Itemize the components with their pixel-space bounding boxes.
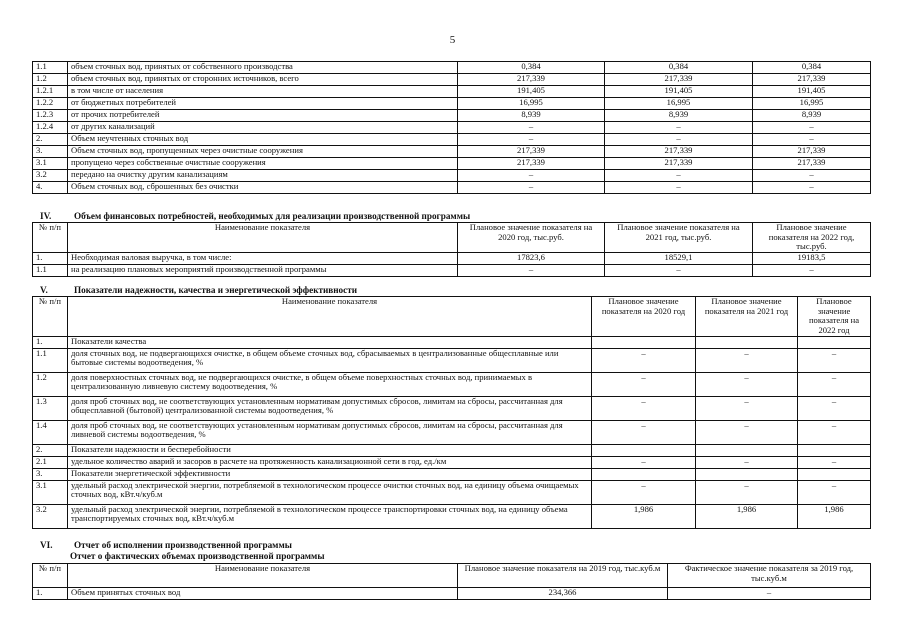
row-value: –	[798, 396, 871, 420]
table-row	[33, 122, 871, 134]
row-value: 217,339	[605, 74, 753, 86]
row-number: 1.2	[33, 74, 68, 86]
row-name: от прочих потребителей	[68, 110, 458, 122]
row-value: –	[753, 182, 871, 194]
row-number: 1.1	[33, 62, 68, 74]
row-value	[592, 468, 696, 480]
row-number: 1.2.2	[33, 98, 68, 110]
row-value: 217,339	[753, 74, 871, 86]
row-value: 217,339	[458, 74, 605, 86]
table-row	[33, 158, 871, 170]
header-plan-2020: Плановое значение показателя на 2020 год, тыс.руб.	[458, 223, 605, 253]
table-row	[33, 62, 871, 74]
report-table	[32, 563, 871, 600]
row-value: –	[696, 420, 798, 444]
table-row	[33, 134, 871, 146]
row-value: –	[458, 182, 605, 194]
row-value	[798, 468, 871, 480]
row-name: объем сточных вод, принятых от собственного производства	[68, 62, 458, 74]
row-value	[696, 444, 798, 456]
row-value: –	[605, 122, 753, 134]
row-value: 217,339	[605, 158, 753, 170]
row-name: Показатели энергетической эффективности	[68, 468, 592, 480]
header-number: № п/п	[33, 297, 68, 337]
row-value: 217,339	[458, 158, 605, 170]
table-row	[33, 86, 871, 98]
row-value: –	[458, 170, 605, 182]
table-row	[33, 252, 871, 264]
row-value: –	[605, 134, 753, 146]
row-value: 234,366	[458, 588, 668, 600]
row-value: –	[592, 396, 696, 420]
section-4-title: Объем финансовых потребностей, необходимых для реализации производственной программы	[74, 211, 471, 221]
row-value: 0,384	[605, 62, 753, 74]
row-value: –	[592, 372, 696, 396]
row-name: удельный расход электрической энергии, потребляемой в технологическом процессе очистки сточных вод, на единицу объема очищаемых сточных вод, кВт.ч/куб.м	[68, 480, 592, 504]
row-name: Объем неучтенных сточных вод	[68, 134, 458, 146]
row-value: –	[458, 122, 605, 134]
section-6-number: VI.	[40, 540, 53, 550]
header-plan-2019: Плановое значение показателя на 2019 год, тыс.куб.м	[458, 564, 668, 588]
table-row	[33, 444, 871, 456]
table-row	[33, 264, 871, 276]
row-value: 191,405	[605, 86, 753, 98]
row-number: 2.	[33, 444, 68, 456]
row-value	[696, 468, 798, 480]
row-name: Показатели надежности и бесперебойности	[68, 444, 592, 456]
row-value: –	[798, 420, 871, 444]
row-value: 1,986	[696, 504, 798, 528]
row-value: 8,939	[458, 110, 605, 122]
row-value: –	[592, 420, 696, 444]
row-value: –	[696, 396, 798, 420]
row-value: –	[592, 348, 696, 372]
row-number: 1.4	[33, 420, 68, 444]
row-value: 8,939	[753, 110, 871, 122]
row-name: Объем принятых сточных вод	[68, 588, 458, 600]
row-value	[592, 336, 696, 348]
row-value: 1,986	[798, 504, 871, 528]
table-row	[33, 336, 871, 348]
row-value: –	[605, 170, 753, 182]
row-number: 3.	[33, 468, 68, 480]
row-value	[798, 336, 871, 348]
section-6-title: Отчет об исполнении производственной программы	[74, 540, 292, 550]
header-plan-2021: Плановое значение показателя на 2021 год	[696, 297, 798, 337]
row-name: в том числе от населения	[68, 86, 458, 98]
table-row	[33, 588, 871, 600]
table-row	[33, 372, 871, 396]
row-name: передано на очистку другим канализациям	[68, 170, 458, 182]
row-number: 1.	[33, 252, 68, 264]
section-5-number: V.	[40, 285, 48, 295]
row-number: 2.	[33, 134, 68, 146]
row-name: доля сточных вод, не подвергающихся очистке, в общем объеме сточных вод, сбрасываемых в централизованные общесплавные или бытовые системы водоотведения, %	[68, 348, 592, 372]
row-name: от других канализаций	[68, 122, 458, 134]
row-value: –	[798, 348, 871, 372]
table-row	[33, 146, 871, 158]
section-4-number: IV.	[40, 211, 52, 221]
row-name: доля поверхностных сточных вод, не подвергающихся очистке, в общем объеме поверхностных сточных вод, принимаемых в централизованную ливневую систему водоотведения, %	[68, 372, 592, 396]
row-number: 1.3	[33, 396, 68, 420]
row-value: 217,339	[605, 146, 753, 158]
row-name: Показатели качества	[68, 336, 592, 348]
row-number: 3.	[33, 146, 68, 158]
row-value: 217,339	[458, 146, 605, 158]
reliability-table	[32, 296, 871, 529]
row-number: 1.	[33, 588, 68, 600]
row-number: 1.	[33, 336, 68, 348]
row-name: Объем сточных вод, сброшенных без очистки	[68, 182, 458, 194]
section-5-title: Показатели надежности, качества и энергетической эффективности	[74, 285, 358, 295]
header-number: № п/п	[33, 223, 68, 253]
row-value: 217,339	[753, 158, 871, 170]
row-number: 3.2	[33, 504, 68, 528]
row-value: –	[592, 480, 696, 504]
row-value: –	[753, 134, 871, 146]
row-name: Объем сточных вод, пропущенных через очистные сооружения	[68, 146, 458, 158]
row-value: 17823,6	[458, 252, 605, 264]
row-value: 0,384	[753, 62, 871, 74]
header-number: № п/п	[33, 564, 68, 588]
row-number: 1.2.4	[33, 122, 68, 134]
section-6-heading	[40, 540, 292, 550]
row-number: 4.	[33, 182, 68, 194]
table-row	[33, 98, 871, 110]
table-row	[33, 468, 871, 480]
row-value: 16,995	[605, 98, 753, 110]
row-value: 16,995	[753, 98, 871, 110]
row-value: 217,339	[753, 146, 871, 158]
table-row	[33, 396, 871, 420]
row-value: 18529,1	[605, 252, 753, 264]
finance-table	[32, 222, 871, 277]
section-5-heading	[40, 285, 357, 295]
row-value	[592, 444, 696, 456]
row-number: 3.2	[33, 170, 68, 182]
row-value: –	[753, 264, 871, 276]
row-value: –	[696, 348, 798, 372]
row-value: –	[592, 456, 696, 468]
row-value: –	[605, 264, 753, 276]
row-value: –	[458, 264, 605, 276]
row-value: –	[696, 480, 798, 504]
header-name: Наименование показателя	[68, 223, 458, 253]
header-fact-2019: Фактическое значение показателя за 2019 год, тыс.куб.м	[668, 564, 871, 588]
header-plan-2020: Плановое значение показателя на 2020 год	[592, 297, 696, 337]
table-row	[33, 348, 871, 372]
page-number: 5	[449, 34, 456, 46]
row-value: –	[696, 372, 798, 396]
table-row	[33, 420, 871, 444]
section-4-heading	[40, 211, 470, 221]
row-value: –	[753, 122, 871, 134]
row-value: –	[798, 456, 871, 468]
row-name: пропущено через собственные очистные сооружения	[68, 158, 458, 170]
volumes-table	[32, 61, 871, 194]
table-row	[33, 74, 871, 86]
table-row	[33, 170, 871, 182]
header-name: Наименование показателя	[68, 564, 458, 588]
row-number: 2.1	[33, 456, 68, 468]
table-row	[33, 456, 871, 468]
row-name: объем сточных вод, принятых от сторонних источников, всего	[68, 74, 458, 86]
row-value: 0,384	[458, 62, 605, 74]
row-number: 1.1	[33, 264, 68, 276]
row-value: –	[458, 134, 605, 146]
table-row	[33, 480, 871, 504]
row-number: 1.2.1	[33, 86, 68, 98]
row-number: 1.2.3	[33, 110, 68, 122]
row-value: 191,405	[753, 86, 871, 98]
row-name: доля проб сточных вод, не соответствующих установленным нормативам допустимых сбросов, лимитам на сбросы, рассчитанная для общесплавной (бытовой) централизованной системы водоотведения, %	[68, 396, 592, 420]
row-name: на реализацию плановых мероприятий производственной программы	[68, 264, 458, 276]
row-name: Необходимая валовая выручка, в том числе:	[68, 252, 458, 264]
header-name: Наименование показателя	[68, 297, 592, 337]
header-plan-2022: Плановое значение показателя на 2022 год	[798, 297, 871, 337]
row-name: доля проб сточных вод, не соответствующих установленным нормативам допустимых сбросов, лимитам на сбросы, рассчитанная для ливневой системы водоотведения, %	[68, 420, 592, 444]
row-number: 3.1	[33, 158, 68, 170]
row-value: –	[798, 480, 871, 504]
row-value: –	[668, 588, 871, 600]
row-value: 1,986	[592, 504, 696, 528]
row-name: удельный расход электрической энергии, потребляемой в технологическом процессе транспортировки сточных вод, на единицу объема транспортируемых сточных вод, кВт.ч/куб.м	[68, 504, 592, 528]
row-value	[696, 336, 798, 348]
table-row	[33, 504, 871, 528]
row-value: –	[696, 456, 798, 468]
section-6-subtitle: Отчет о фактических объемах производственной программы	[70, 551, 325, 561]
row-value: 16,995	[458, 98, 605, 110]
row-value: –	[753, 170, 871, 182]
row-number: 1.2	[33, 372, 68, 396]
row-value	[798, 444, 871, 456]
row-number: 3.1	[33, 480, 68, 504]
row-value: 191,405	[458, 86, 605, 98]
header-plan-2021: Плановое значение показателя на 2021 год, тыс.руб.	[605, 223, 753, 253]
row-value: –	[605, 182, 753, 194]
row-value: 8,939	[605, 110, 753, 122]
table-row	[33, 182, 871, 194]
row-value: 19183,5	[753, 252, 871, 264]
header-plan-2022: Плановое значение показателя на 2022 год, тыс.руб.	[753, 223, 871, 253]
row-name: удельное количество аварий и засоров в расчете на протяженность канализационной сети в год, ед./км	[68, 456, 592, 468]
row-number: 1.1	[33, 348, 68, 372]
row-value: –	[798, 372, 871, 396]
table-row	[33, 110, 871, 122]
row-name: от бюджетных потребителей	[68, 98, 458, 110]
